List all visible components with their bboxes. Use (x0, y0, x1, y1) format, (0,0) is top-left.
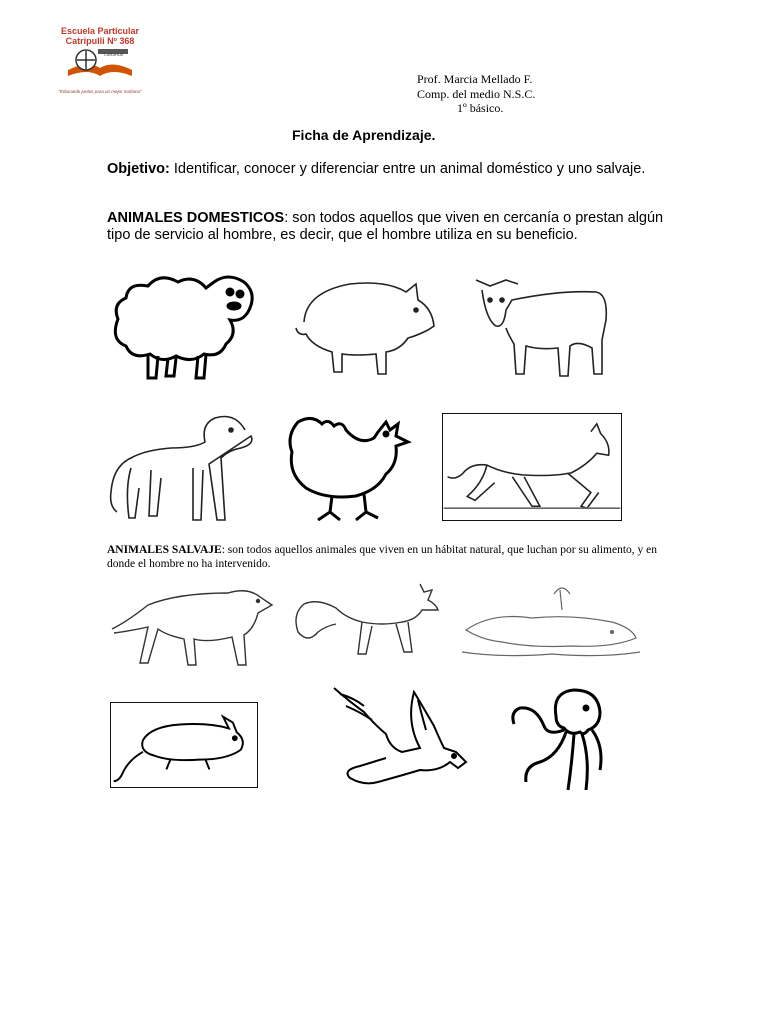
school-name-line1: Escuela Particular (60, 26, 140, 36)
sheep-icon (108, 264, 260, 382)
domestic-text: : son todos aquellos que viven en cercanía o prestan algún tipo de servicio al hombre, es decir, que el hombre utiliza en su beneficio. (107, 210, 664, 243)
domestic-paragraph (107, 210, 667, 244)
subject-name: Comp. del medio N.S.C. (417, 87, 536, 101)
emblem-badge-text: CARAHUE (104, 52, 124, 57)
grade-level: 1º básico. (457, 101, 504, 115)
school-logo (58, 26, 142, 96)
wild-text: : son todos aquellos animales que viven en un hábitat natural, que luchan por su alimento, y en donde el hombre no ha intervenido. (107, 544, 658, 570)
school-emblem-icon (58, 46, 142, 84)
objective-paragraph (107, 161, 667, 178)
page-title: Ficha de Aprendizaje. (292, 127, 436, 143)
objective-label: Objetivo: (107, 161, 170, 177)
wild-paragraph (107, 543, 667, 571)
fox-icon (292, 578, 440, 658)
whale-icon (462, 582, 640, 672)
school-motto: "Educando juntos para un mejor mañana" (58, 89, 142, 94)
octopus-icon (508, 686, 608, 794)
wild-label: ANIMALES SALVAJE (107, 544, 222, 556)
teacher-name: Prof. Marcia Mellado F. (417, 72, 533, 86)
hen-icon (282, 408, 412, 526)
objective-text: Identificar, conocer y diferenciar entre un animal doméstico y uno salvaje. (169, 161, 646, 177)
pig-icon (290, 270, 442, 380)
wolf-icon (108, 583, 276, 671)
rat-icon (110, 702, 258, 788)
dog-icon (105, 408, 257, 524)
cow-icon (470, 270, 620, 386)
eagle-icon (330, 682, 470, 792)
horse-icon (442, 413, 622, 521)
school-name-line2: Catripulli Nº 368 (65, 36, 135, 46)
domestic-label: ANIMALES DOMESTICOS (107, 210, 285, 226)
